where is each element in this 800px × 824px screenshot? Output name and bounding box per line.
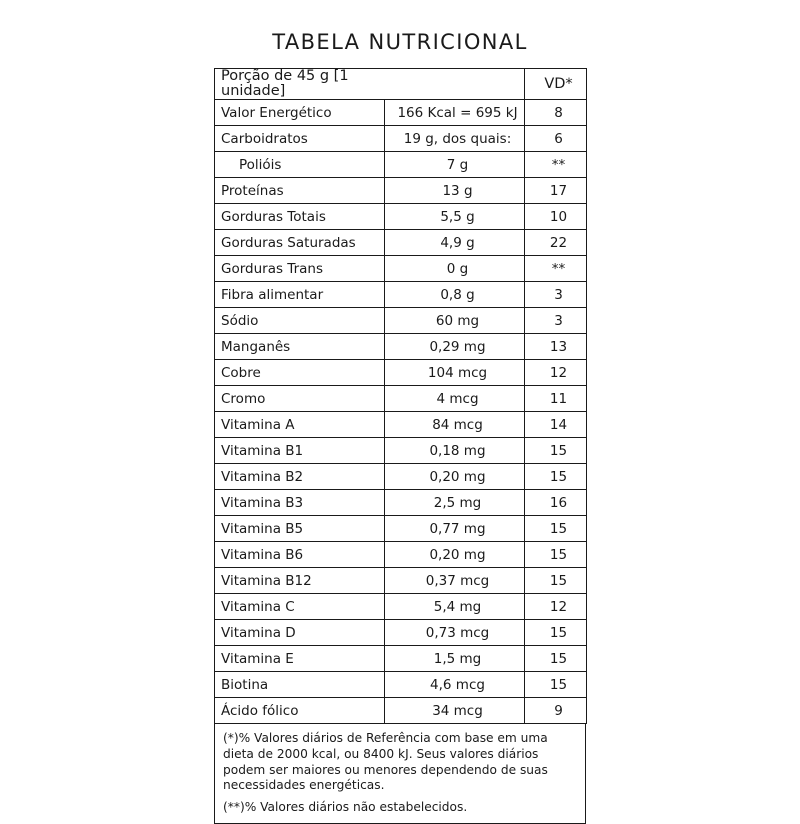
nutrient-name: Ácido fólico <box>215 698 385 724</box>
nutrient-amount: 4 mcg <box>385 386 525 412</box>
nutrition-table <box>214 68 587 724</box>
nutrient-daily-value: 22 <box>525 230 587 256</box>
table-row <box>215 334 587 360</box>
table-row <box>215 438 587 464</box>
nutrient-amount: 4,6 mcg <box>385 672 525 698</box>
nutrient-name: Manganês <box>215 334 385 360</box>
table-row <box>215 386 587 412</box>
table-row <box>215 204 587 230</box>
nutrient-daily-value: 15 <box>525 672 587 698</box>
nutrient-daily-value: 11 <box>525 386 587 412</box>
nutrient-name: Gorduras Trans <box>215 256 385 282</box>
nutrient-amount: 0,20 mg <box>385 464 525 490</box>
nutrient-name: Carboidratos <box>215 126 385 152</box>
nutrient-name: Vitamina D <box>215 620 385 646</box>
nutrient-amount: 0,77 mg <box>385 516 525 542</box>
footnotes-block <box>214 724 586 824</box>
nutrient-daily-value: 15 <box>525 438 587 464</box>
nutrient-name: Vitamina B3 <box>215 490 385 516</box>
nutrient-name: Vitamina C <box>215 594 385 620</box>
nutrient-amount: 2,5 mg <box>385 490 525 516</box>
nutrient-name: Valor Energético <box>215 100 385 126</box>
nutrient-daily-value: 15 <box>525 464 587 490</box>
nutrient-daily-value: 6 <box>525 126 587 152</box>
table-row <box>215 646 587 672</box>
nutrient-daily-value: 16 <box>525 490 587 516</box>
page-title: TABELA NUTRICIONAL <box>272 30 528 54</box>
nutrient-name: Vitamina B12 <box>215 568 385 594</box>
nutrient-daily-value: 15 <box>525 620 587 646</box>
nutrient-amount: 19 g, dos quais: <box>385 126 525 152</box>
table-row <box>215 464 587 490</box>
nutrient-amount: 0,73 mcg <box>385 620 525 646</box>
table-row <box>215 178 587 204</box>
nutrient-name: Cobre <box>215 360 385 386</box>
nutrient-daily-value: 3 <box>525 282 587 308</box>
nutrient-amount: 0,29 mg <box>385 334 525 360</box>
table-row <box>215 698 587 724</box>
nutrient-name: Sódio <box>215 308 385 334</box>
nutrient-amount: 5,4 mg <box>385 594 525 620</box>
nutrient-daily-value: 3 <box>525 308 587 334</box>
nutrient-name: Proteínas <box>215 178 385 204</box>
table-row <box>215 490 587 516</box>
nutrient-name: Biotina <box>215 672 385 698</box>
nutrient-name: Polióis <box>215 152 385 178</box>
table-row <box>215 620 587 646</box>
nutrient-amount: 13 g <box>385 178 525 204</box>
serving-size-spacer <box>385 69 525 100</box>
nutrient-daily-value: 15 <box>525 646 587 672</box>
nutrient-amount: 0,8 g <box>385 282 525 308</box>
nutrient-name: Gorduras Totais <box>215 204 385 230</box>
nutrient-daily-value: 8 <box>525 100 587 126</box>
table-row <box>215 594 587 620</box>
nutrient-name: Fibra alimentar <box>215 282 385 308</box>
nutrient-daily-value: ** <box>525 256 587 282</box>
table-row <box>215 126 587 152</box>
nutrient-daily-value: 17 <box>525 178 587 204</box>
serving-size-label: Porção de 45 g [1 unidade] <box>215 69 385 100</box>
nutrient-daily-value: 12 <box>525 360 587 386</box>
table-row <box>215 282 587 308</box>
nutrient-daily-value: 15 <box>525 568 587 594</box>
nutrient-amount: 34 mcg <box>385 698 525 724</box>
nutrient-amount: 0,37 mcg <box>385 568 525 594</box>
nutrient-amount: 0,20 mg <box>385 542 525 568</box>
nutrition-table-body <box>215 69 587 724</box>
footnote-double-asterisk: (**)% Valores diários não estabelecidos. <box>223 799 468 814</box>
nutrient-amount: 166 Kcal = 695 kJ <box>385 100 525 126</box>
nutrient-daily-value: 15 <box>525 516 587 542</box>
table-row <box>215 516 587 542</box>
nutrient-name: Cromo <box>215 386 385 412</box>
table-row <box>215 568 587 594</box>
table-row <box>215 256 587 282</box>
nutrient-daily-value: 12 <box>525 594 587 620</box>
nutrient-amount: 0,18 mg <box>385 438 525 464</box>
nutrient-amount: 1,5 mg <box>385 646 525 672</box>
nutrient-daily-value: 10 <box>525 204 587 230</box>
table-row <box>215 542 587 568</box>
table-row <box>215 230 587 256</box>
nutrient-daily-value: 15 <box>525 542 587 568</box>
nutrient-daily-value: 14 <box>525 412 587 438</box>
nutrient-daily-value: ** <box>525 152 587 178</box>
nutrient-name: Vitamina A <box>215 412 385 438</box>
table-row <box>215 308 587 334</box>
table-row <box>215 100 587 126</box>
nutrient-amount: 5,5 g <box>385 204 525 230</box>
table-row <box>215 412 587 438</box>
table-row <box>215 360 587 386</box>
nutrient-name: Gorduras Saturadas <box>215 230 385 256</box>
nutrient-amount: 7 g <box>385 152 525 178</box>
nutrient-amount: 4,9 g <box>385 230 525 256</box>
nutrient-name: Vitamina B6 <box>215 542 385 568</box>
vd-column-header: VD* <box>525 69 587 100</box>
nutrient-amount: 104 mcg <box>385 360 525 386</box>
nutrient-name: Vitamina E <box>215 646 385 672</box>
nutrition-table-wrapper <box>214 68 586 724</box>
nutrient-amount: 84 mcg <box>385 412 525 438</box>
nutrient-daily-value: 13 <box>525 334 587 360</box>
nutrient-name: Vitamina B2 <box>215 464 385 490</box>
table-header-row <box>215 69 587 100</box>
nutrient-amount: 60 mg <box>385 308 525 334</box>
footnote-asterisk: (*)% Valores diários de Referência com base em uma dieta de 2000 kcal, ou 8400 kJ. Seus valores diários podem ser maiores ou menores dependendo de suas necessidades energéticas. <box>223 731 548 793</box>
table-row <box>215 672 587 698</box>
nutrient-name: Vitamina B1 <box>215 438 385 464</box>
nutrient-name: Vitamina B5 <box>215 516 385 542</box>
nutrient-amount: 0 g <box>385 256 525 282</box>
table-row <box>215 152 587 178</box>
nutrient-daily-value: 9 <box>525 698 587 724</box>
